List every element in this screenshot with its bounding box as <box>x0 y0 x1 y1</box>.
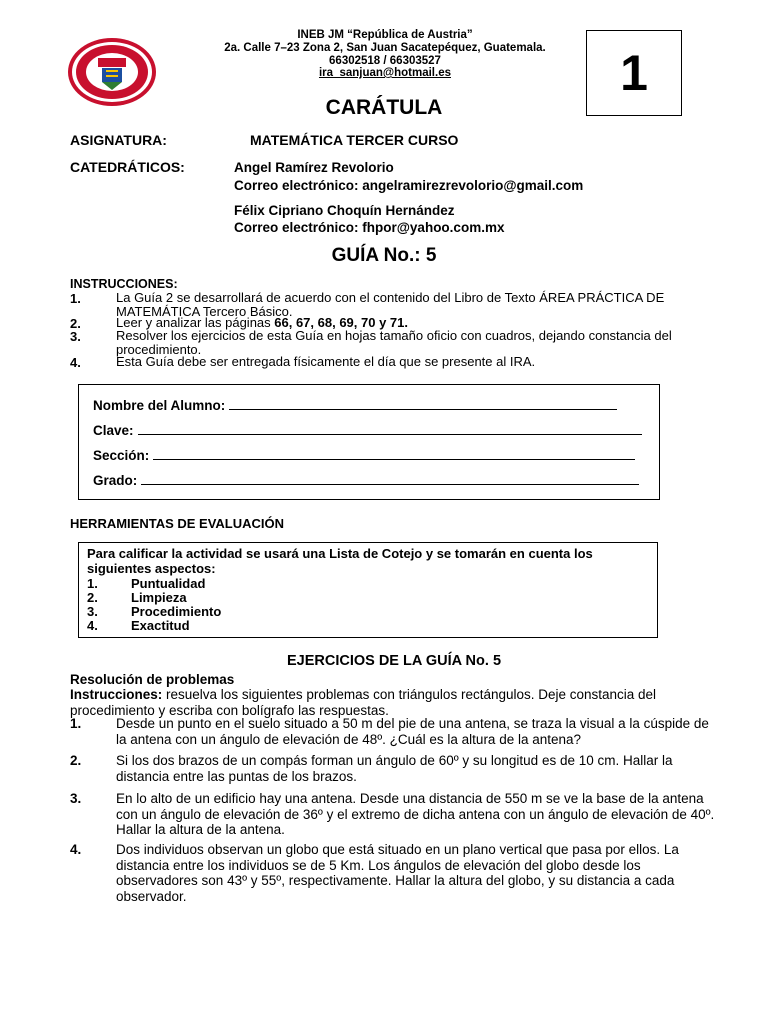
evaluation-box <box>78 542 658 638</box>
teacher-1-name: Angel Ramírez Revolorio <box>234 160 394 175</box>
student-grade-field[interactable] <box>93 473 639 488</box>
evaluation-intro: Para calificar la actividad se usará una Lista de Cotejo y se tomarán en cuenta los siguientes aspectos: <box>87 546 593 576</box>
aspect-text: Puntualidad <box>131 576 206 591</box>
exercises-instructions-text: resuelva los siguientes problemas con triángulos rectángulos. Deje constancia del procedimiento y escriba con bolígrafo las respuestas. <box>70 687 657 718</box>
exercise-num: 2. <box>70 753 82 768</box>
school-name: INEB JM “República de Austria” <box>297 29 473 41</box>
page-number: 1 <box>620 45 648 101</box>
school-address: 2a. Calle 7–23 Zona 2, San Juan Sacatepéquez, Guatemala. <box>224 42 546 54</box>
student-name-field[interactable] <box>93 398 617 413</box>
evaluation-heading: HERRAMIENTAS DE EVALUACIÓN <box>70 516 285 531</box>
instructions-heading: INSTRUCCIONES: <box>70 277 178 291</box>
instruction-num: 3. <box>70 329 81 344</box>
school-phones: 66302518 / 66303527 <box>329 55 441 67</box>
exercise-num: 3. <box>70 791 82 806</box>
exercise-num: 1. <box>70 716 82 731</box>
guide-title: GUÍA No.: 5 <box>331 245 437 266</box>
exercises-subheading: Resolución de problemas <box>70 672 235 687</box>
exercise-num: 4. <box>70 842 82 857</box>
instruction-text: La Guía 2 se desarrollará de acuerdo con el contenido del Libro de Texto ÁREA PRÁCTICA DE MATEMÁTICA Tercero Básico. <box>116 290 665 319</box>
instruction-num: 1. <box>70 291 81 306</box>
exercise-text: Dos individuos observan un globo que está situado en un plano vertical que pasa por ellos. La distancia entre los individuos se de 5 Km. Los ángulos de elevación del globo desde los observadores son 43º y 55º, respectivamente. Hallar la altura del globo, y su distancia a cada observador. <box>116 842 679 904</box>
student-section-label: Sección: <box>93 448 150 463</box>
exercises-instructions <box>70 687 720 718</box>
teachers-label: CATEDRÁTICOS: <box>70 159 185 175</box>
exercise-text: Desde un punto en el suelo situado a 50 m del pie de una antena, se traza la visual a la cúspide de la antena con un ángulo de elevación de 48º. ¿Cuál es la altura de la antena? <box>116 716 709 747</box>
student-name-label: Nombre del Alumno: <box>93 398 226 413</box>
student-section-line[interactable] <box>153 449 635 460</box>
student-code-field[interactable] <box>93 423 642 438</box>
exercise-text: Si los dos brazos de un compás forman un ángulo de 60º y su longitud es de 10 cm. Hallar la distancia entre las puntas de los brazos. <box>116 753 673 784</box>
subject-value: MATEMÁTICA TERCER CURSO <box>250 132 459 148</box>
student-grade-label: Grado: <box>93 473 138 488</box>
school-email[interactable] <box>180 66 590 80</box>
aspect-text: Procedimiento <box>131 604 222 619</box>
student-grade-line[interactable] <box>141 474 639 485</box>
student-name-line[interactable] <box>229 399 617 410</box>
aspect-num: 3. <box>87 604 98 619</box>
exercise-text: En lo alto de un edificio hay una antena. Desde una distancia de 550 m se ve la base de la antena con un ángulo de elevación de 36º y el extremo de dicha antena con un ángulo de elevación de 40º. Hallar la altura de la antena. <box>116 791 715 837</box>
teacher-1-email: Correo electrónico: angelramirezrevolorio@gmail.com <box>234 178 584 193</box>
student-info-box <box>78 384 660 500</box>
page-title: CARÁTULA <box>325 96 443 119</box>
aspect-num: 4. <box>87 618 98 633</box>
student-code-line[interactable] <box>138 424 642 435</box>
exercises-heading: EJERCICIOS DE LA GUÍA No. 5 <box>286 653 502 669</box>
subject-label: ASIGNATURA: <box>70 132 167 148</box>
aspect-text: Limpieza <box>131 590 187 605</box>
teacher-2-name: Félix Cipriano Choquín Hernández <box>234 203 455 218</box>
aspect-num: 1. <box>87 576 98 591</box>
student-section-field[interactable] <box>93 448 635 463</box>
email-link[interactable]: ira_sanjuan@hotmail.es <box>318 67 451 79</box>
student-code-label: Clave: <box>93 423 134 438</box>
aspect-text: Exactitud <box>131 618 190 633</box>
instruction-num: 4. <box>70 355 81 370</box>
instruction-text: Resolver los ejercicios de esta Guía en hojas tamaño oficio con cuadros, dejando constancia del procedimiento. <box>116 328 672 357</box>
exercises-instructions-label: Instrucciones: <box>70 687 163 702</box>
instruction-text: Esta Guía debe ser entregada físicamente el día que se presente al IRA. <box>116 354 536 369</box>
aspect-num: 2. <box>87 590 98 605</box>
teacher-2-email: Correo electrónico: fhpor@yahoo.com.mx <box>234 220 505 235</box>
instruction-num: 2. <box>70 316 81 331</box>
instruction-text: Leer y analizar las páginas 66, 67, 68, 69, 70 y 71. <box>116 315 408 330</box>
